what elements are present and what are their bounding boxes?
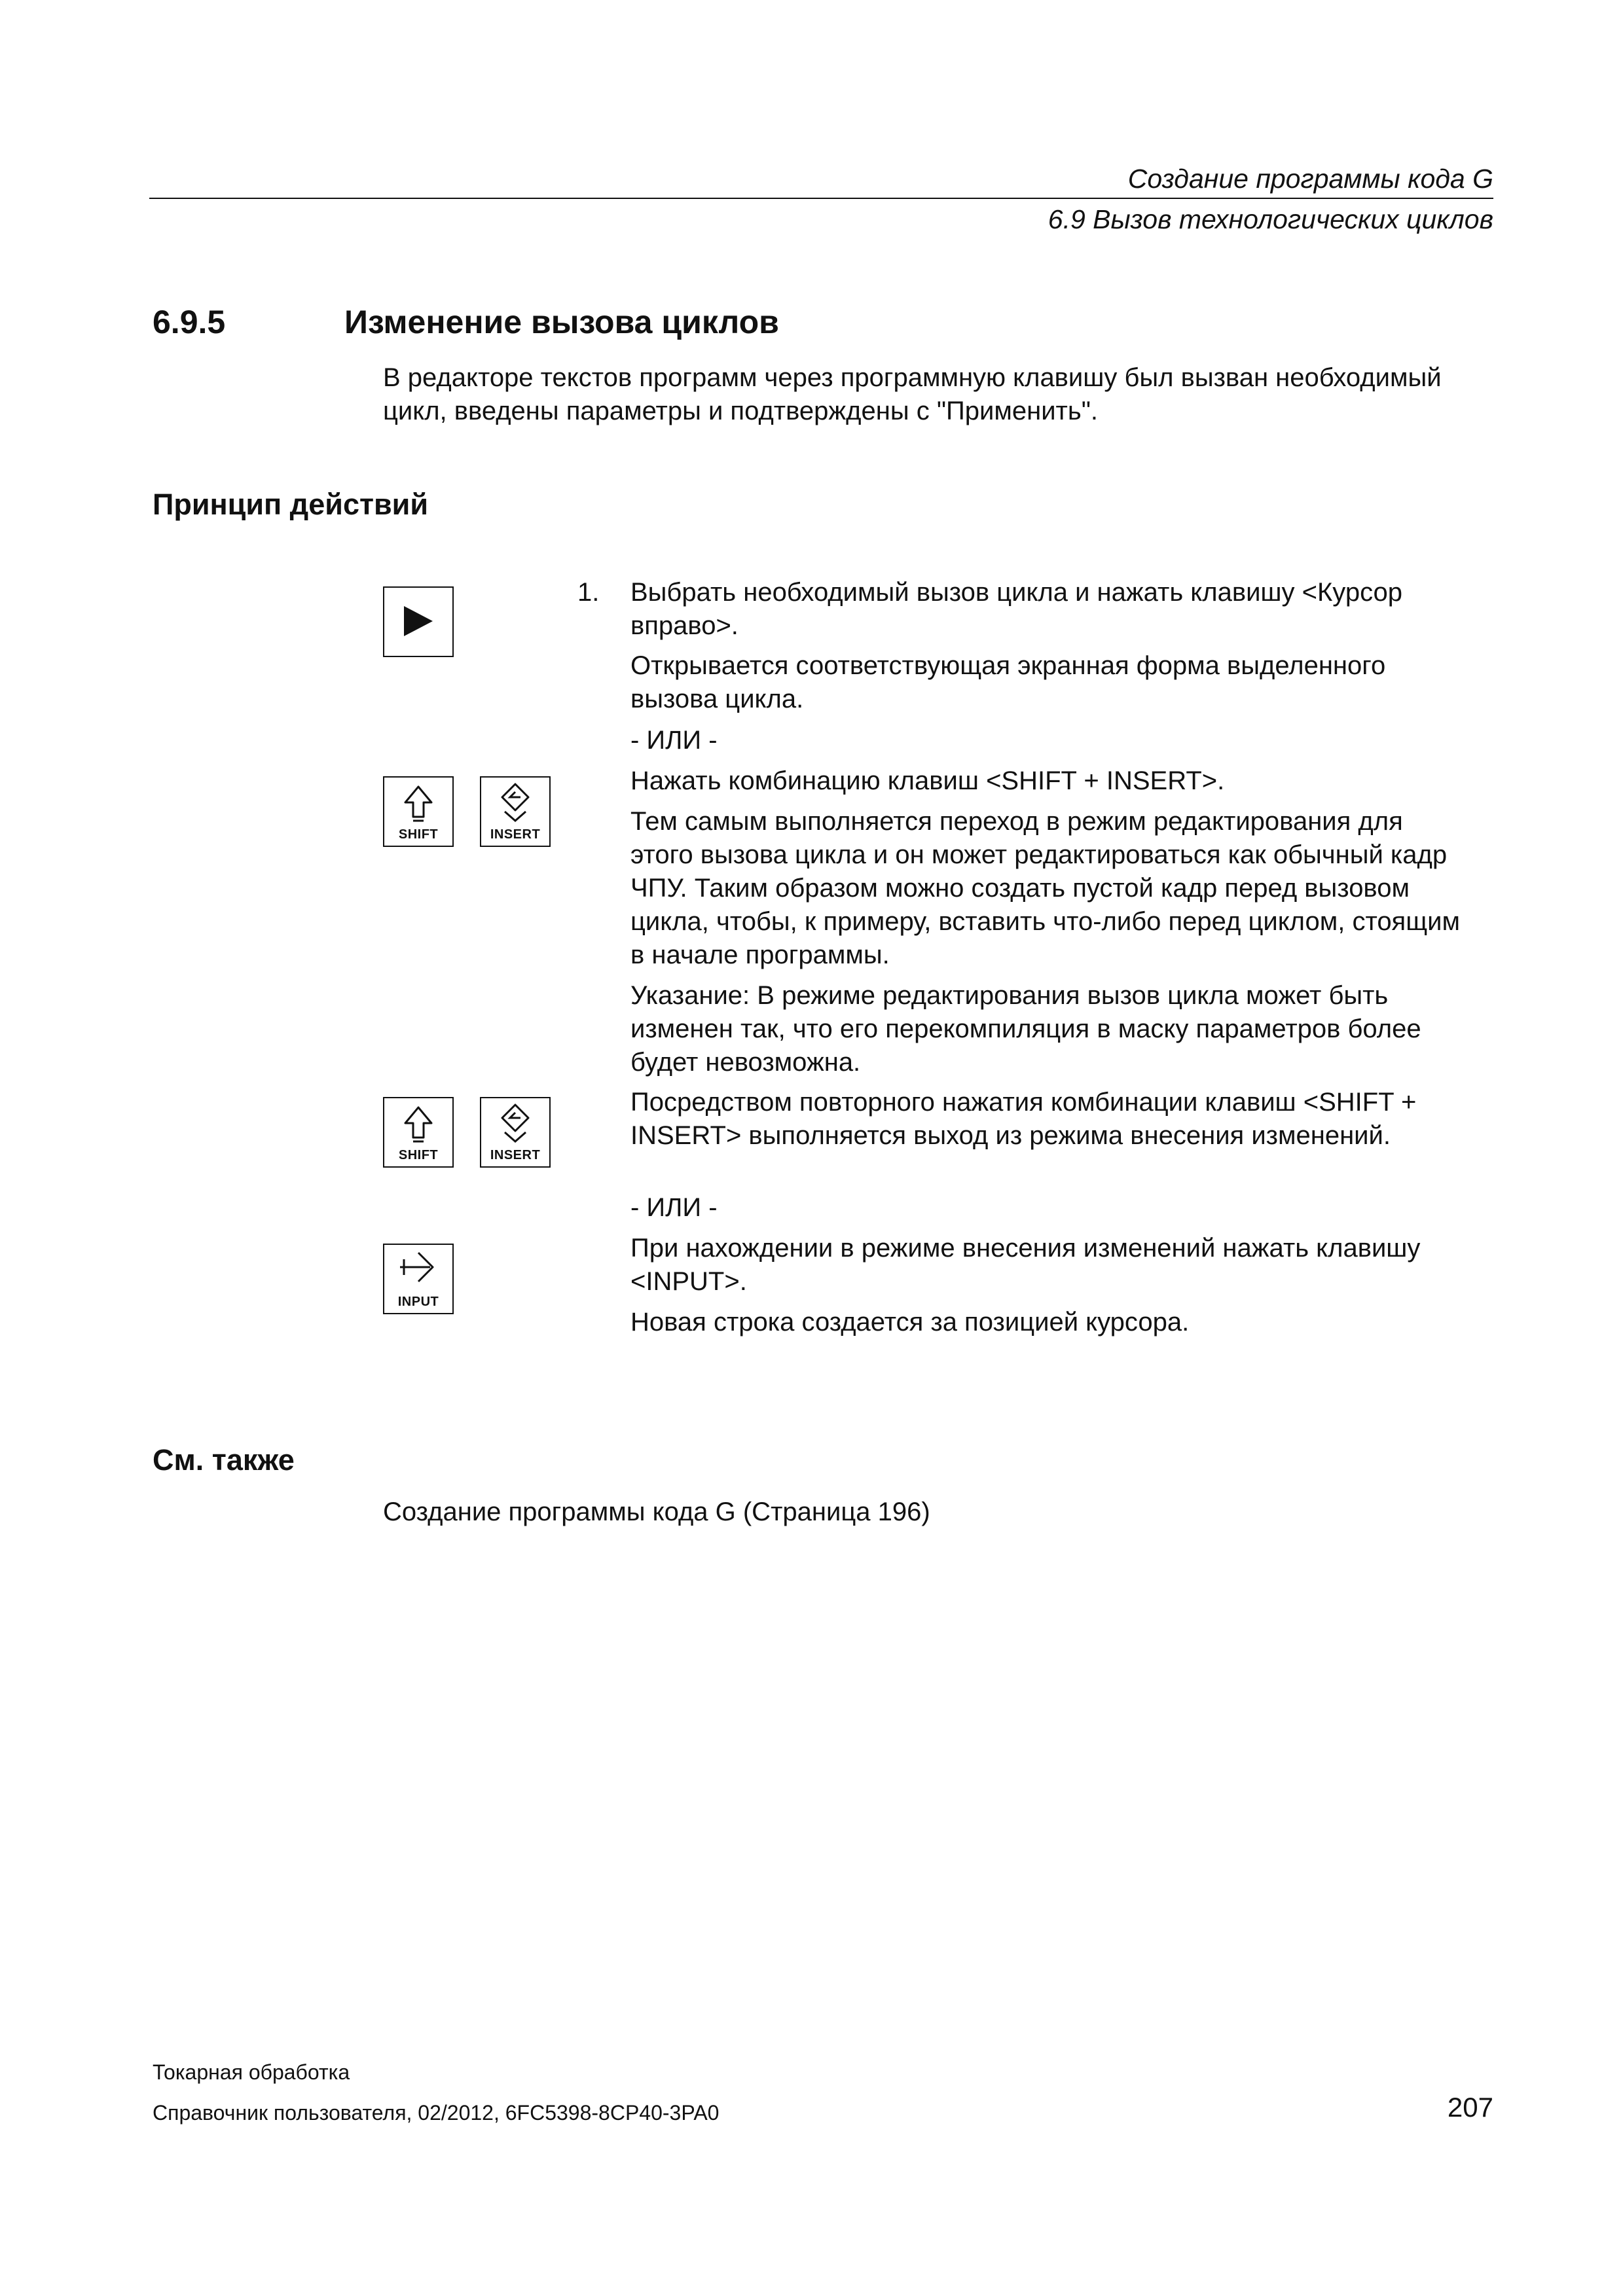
step-paragraph	[630, 576, 1501, 643]
see-also-heading: См. также	[153, 1443, 295, 1477]
opens-line: вызова цикла.	[630, 685, 804, 713]
repeat-line: Посредством повторного нажатия комбинации клавиш <SHIFT +	[630, 1088, 1417, 1117]
cursor-right-key	[383, 586, 454, 657]
shift-key-label: SHIFT	[398, 1148, 439, 1162]
newline-text: Новая строка создается за позицией курсора.	[630, 1308, 1190, 1336]
shift-key-label: SHIFT	[398, 827, 439, 842]
step-line: вправо>.	[630, 611, 739, 640]
edit-line: Тем самым выполняется переход в режим редактирования для	[630, 807, 1403, 836]
footer-manual-info: Справочник пользователя, 02/2012, 6FC5398-8CP40-3PA0	[153, 2101, 720, 2125]
intro-line: цикл, введены параметры и подтверждены с "Применить".	[383, 397, 1099, 425]
principle-heading: Принцип действий	[153, 488, 428, 521]
insert-key	[480, 776, 551, 847]
page-number: 207	[1447, 2092, 1493, 2123]
input-paragraph	[630, 1232, 1501, 1299]
shift-key	[383, 1097, 454, 1168]
section-title: Изменение вызова циклов	[344, 304, 779, 340]
press-combo-text: Нажать комбинацию клавиш <SHIFT + INSERT>.	[630, 766, 1225, 795]
insert-key-label: INSERT	[490, 1148, 541, 1162]
insert-key-label: INSERT	[490, 827, 541, 842]
or-separator: - ИЛИ -	[630, 1193, 718, 1222]
opens-paragraph	[630, 649, 1501, 716]
intro-line: В редакторе текстов программ через программную клавишу был вызван необходимый	[383, 363, 1442, 392]
header-rule	[149, 198, 1493, 199]
footer-product: Токарная обработка	[153, 2060, 350, 2084]
or-separator: - ИЛИ -	[630, 726, 718, 755]
edit-line: этого вызова цикла и он может редактироваться как обычный кадр	[630, 840, 1448, 869]
insert-key	[480, 1097, 551, 1168]
repeat-line: INSERT> выполняется выход из режима внесения изменений.	[630, 1121, 1391, 1150]
edit-paragraph	[630, 805, 1501, 972]
see-also-link[interactable]: Создание программы кода G (Страница 196)	[383, 1498, 930, 1526]
note-line: изменен так, что его перекомпиляция в маску параметров более	[630, 1014, 1421, 1043]
note-line: будет невозможна.	[630, 1048, 861, 1077]
edit-line: цикла, чтобы, к примеру, вставить что-либо перед циклом, стоящим	[630, 907, 1460, 936]
step-number: 1.	[577, 578, 600, 607]
repeat-paragraph	[630, 1086, 1501, 1153]
input-line: <INPUT>.	[630, 1267, 747, 1296]
section-number: 6.9.5	[153, 304, 226, 340]
note-paragraph	[630, 979, 1501, 1079]
note-line: Указание: В режиме редактирования вызов цикла может быть	[630, 981, 1389, 1010]
input-line: При нахождении в режиме внесения изменений нажать клавишу	[630, 1234, 1421, 1263]
running-header-chapter: Создание программы кода G	[1127, 164, 1493, 194]
step-line: Выбрать необходимый вызов цикла и нажать клавишу <Курсор	[630, 578, 1403, 607]
opens-line: Открывается соответствующая экранная форма выделенного	[630, 651, 1386, 680]
running-header-section: 6.9 Вызов технологических циклов	[1048, 204, 1493, 234]
edit-line: в начале программы.	[630, 941, 890, 969]
input-key-label: INPUT	[397, 1295, 439, 1309]
edit-line: ЧПУ. Таким образом можно создать пустой кадр перед вызовом	[630, 874, 1410, 903]
intro-paragraph	[383, 361, 1496, 428]
input-key	[383, 1244, 454, 1314]
shift-key	[383, 776, 454, 847]
play-right-icon	[384, 588, 452, 656]
